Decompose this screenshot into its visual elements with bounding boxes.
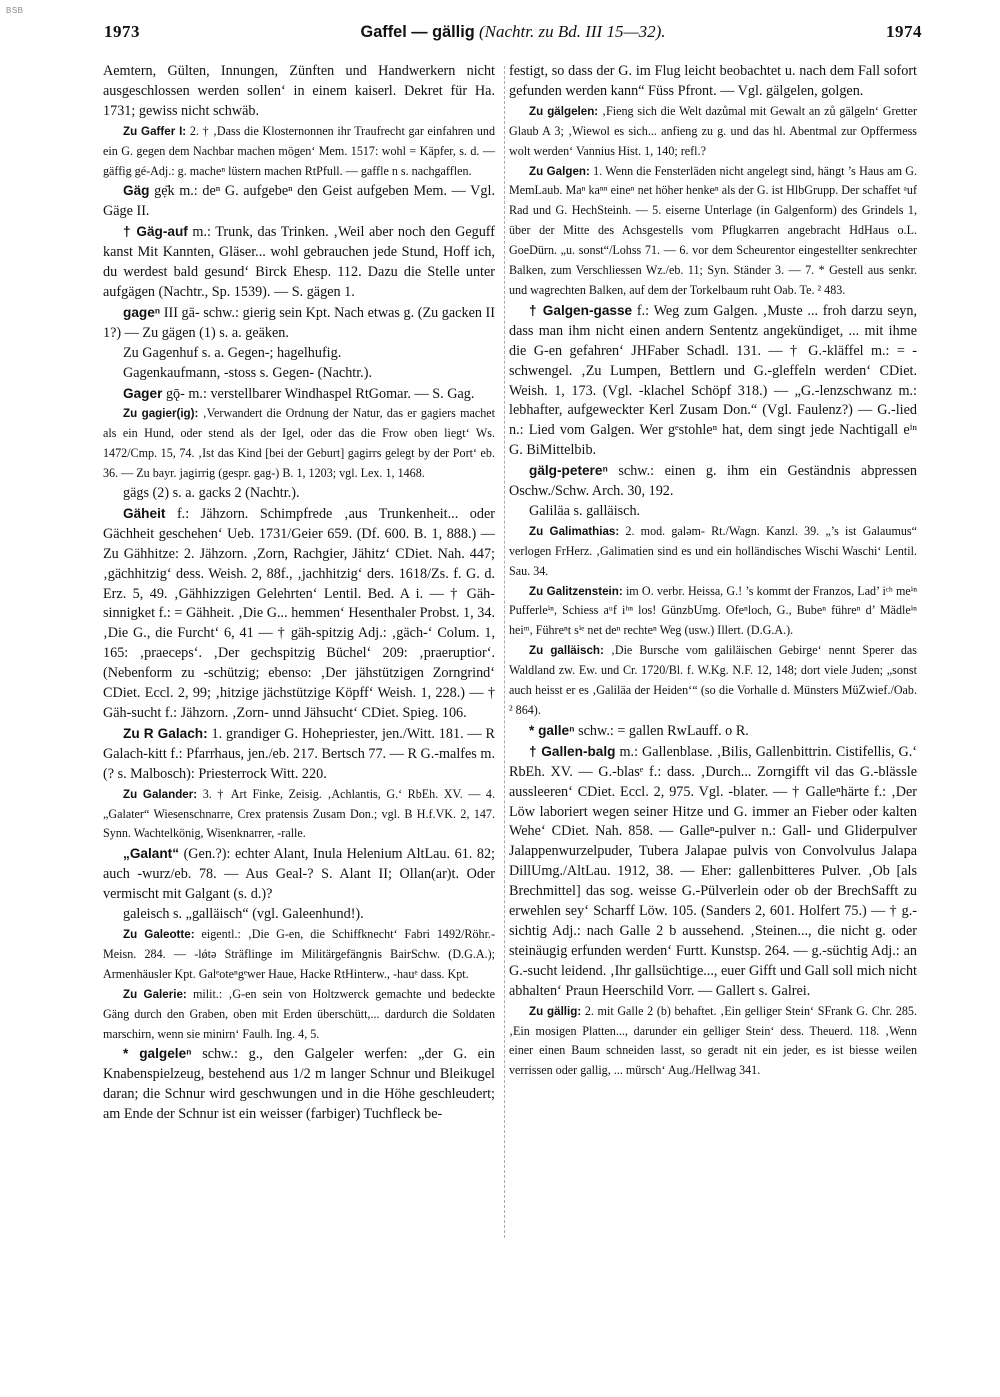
entry-text: schw.: g., den Galgeler werfen: „der G. ein Knabenspielzeug, bestehend aus 1/2 m langer Schnur und Bleikugel daran; die Schnur wird geschwungen und in die Höhe geschleudert; am Ende der Schnur ist ein weisser (farbiger) Tuchfleck be- [103, 1046, 495, 1123]
entry-text: ‚Fieng sich die Welt dazůmal mit Gewalt an zů gälgeln‘ Gretter Glaub A 3; ‚Wiewol es sich... anfieng zu g. und das hl. Abentmal zur Opffermess wolt werden‘ Vannius Hist. 1, 140; refl.? [509, 103, 918, 158]
supplement-reference: (Nachtr. zu Bd. III 15—32). [478, 22, 666, 41]
entry-headword: gageⁿ [123, 304, 161, 320]
dictionary-entry [509, 301, 917, 461]
entry-text: (Gen.?): echter Alant, Inula Helenium AltLau. 61. 82; auch -wurz/eb. 78. — Aus Geal-? S. Alant II; Ollan(ar)t. Oder vermischt mit Galgant (s. d.)? [103, 846, 495, 903]
dictionary-entry [103, 404, 495, 484]
page-number-right: 1974 [885, 22, 922, 41]
entry-text: 1. Wenn die Fensterläden nicht angelegt sind, hängt ’s Haus am G. MemLaub. Maⁿ kaⁿⁿ eineⁿ net höher henkeⁿ als der G. ist HlbGrupp. Der schaffet ᵃuf Rad und G. HechSteinh. — 5. eiserne Unterlage (in Galgenform) des Grindels 1, über der Mitte des Achsgestells vom Pflugkarren angebracht HdHaus o.L. GoeDürn. „u. sonst“/Lohss 71. — 6. vor dem Scheurentor eingestellter senkrechter Balken, zum Verschliessen Wz./eb. 11; Syn. Ständer 3. — 7. * Gestell aus senkr. und wagrechten Balken, auf dem der Torkelbaum ruht Oab. Te. ² 483. [509, 163, 917, 297]
entry-headword: Zu gagier(ig): [123, 407, 199, 421]
entry-text: im O. verbr. Heissa, G.! ’s kommt der Franzos, Lad’ iᶜʰ meⁱⁿ Pufferleⁱⁿ, Schiess aᵘf iʰⁿ los! GünzbUmg. Ofeⁿloch, G., Bubeⁿ führeⁿ d’ Mädleⁱⁿ heiᵐ, Führeⁿt sⁱᵉ net deⁿ rechteⁿ Weg (usw.) Illert. (D.G.A.). [509, 583, 918, 638]
entry-headword: Zu Galeotte: [123, 927, 195, 941]
right-column [509, 62, 917, 1081]
dictionary-entry [509, 502, 917, 522]
entry-headword: † Gäg-auf [123, 224, 188, 240]
entry-headword: Zu R Galach: [123, 725, 208, 741]
entry-text: ‚Die Bursche vom galiläischen Gebirge‘ nennt Sperer das Waldland zw. Ew. und Cr. 1720/Bl. f. W.Kg. N.F. 12, 148; dort viele Juden; „sonst auch heisst er es ‚Galiläa der Heiden‘“ (so die Vorhalle d. Münsters MüZwief./Oab. ² 864). [509, 643, 917, 717]
dictionary-entry [509, 62, 917, 102]
dictionary-entry [103, 905, 495, 925]
entry-text: gẹ̄k m.: deⁿ G. aufgebeⁿ den Geist aufgeben Mem. — Vgl. Gäge II. [103, 183, 496, 220]
running-head [361, 22, 666, 42]
headword-range: Gaffel — gällig [360, 23, 475, 41]
dictionary-entry [103, 62, 495, 122]
entry-text: Galiläa s. galläisch. [529, 502, 641, 519]
entry-text: eigentl.: ‚Die G-en, die Schiffknecht‘ Fabri 1492/Röhr.-Meisn. 284. — -lǿtə Sträflinge im Militärgefängnis BairSchw. (D.G.A.); Armenhäusler Kpt. Galᵉoteⁿgᵉwer Haue, Hacke RtHinterw., -hauᵉ dass. Kpt. [103, 926, 495, 981]
column-divider [504, 66, 505, 1238]
page-header [104, 22, 922, 50]
entry-text: schw.: einen g. ihm ein Geständnis abpressen Oschw./Schw. Arch. 30, 192. [509, 463, 918, 500]
entry-headword: Zu galläisch: [529, 644, 604, 658]
entry-headword: Zu Galerie: [123, 987, 187, 1001]
entry-headword: Zu Gaffer I: [123, 124, 187, 138]
entry-text: m.: Gallenblase. ‚Bilis, Gallenbittrin. Cistifellis, G.‘ RbEh. XV. — G.-blasᵉ f.: dass. ‚Durch... Zorngifft vil das G.-blässle ausslееren‘ CDiet. Eccl. 2, 975. Vgl. -blater. — † Galleⁿhärte f.: ‚Der Löw laboriert wegen seiner Hitze und G. immer an Fieber oder kalten Wehe‘ CDiet. Nah. 858. — Galleⁿ-pulver n.: Gall- und Gliderpulver Jalappenwurzelpuder, Tubera Jalapae pulvis von Convolvulus Jalapa DillUmg./AltLau. 1912, 38. — Eher: gallenbitteres Pulver. ‚Ob [als Brechmittel] das sog. weisse G.-Pülverlein oder ob der BrechSafft zu erwehlen sey‘ Scharff Löw. 105. (Sanders 2, 601. Holfert 75.) — † g.-sichtig Adj.: nach Galle 2 b aussehend. ‚Steinen..., die nicht g. oder steinäugig erfunden werden‘ Furtt. Kunstsp. 264. — g.-süchtig Adj.: an G.-sucht leidend. ‚Ihr gallsüchtige..., euer Gifft und Gall soll mich nicht abhalten‘ Praun Heerschild Vorr. — Gallert s. Galrei. [509, 743, 917, 999]
dictionary-entry [103, 785, 495, 845]
entry-headword: Zu Galgen: [529, 164, 590, 178]
entry-headword: „Galant“ [123, 846, 180, 862]
library-watermark: BSB [6, 6, 24, 15]
dictionary-entry [103, 504, 495, 724]
entry-headword: Gäg [123, 183, 150, 199]
entry-text: Gagenkaufmann, -stoss s. Gegen- (Nachtr.). [123, 364, 372, 381]
entry-text: Zu Gagenhuf s. a. Gegen-; hagelhufig. [123, 344, 342, 361]
dictionary-entry [509, 742, 917, 1002]
entry-headword: Zu Galander: [123, 787, 198, 801]
entry-headword: Zu Galimathias: [529, 524, 620, 538]
entry-text: 2. † ‚Dass die Klosternonnen ihr Traufrecht gar einfahren und ein G. gegen dem Nachbar machen mögen‘ Mem. 1517: wohl = Käpfer, s. d. — gäffig gé-Adj.: g. macheⁿ lüstern machen RtPfull. — gaffle n s. nachgafflen. [103, 123, 495, 178]
dictionary-entry [509, 582, 917, 642]
entry-text: 2. mit Galle 2 (b) behaftet. ‚Ein gelliger Stein‘ SFrank G. Chr. 285. ‚Ein mosigen Platten..., darunder ein gelliger Stein‘ dess. Theuerd. 118. ‚Wenn einer einen Baum schneiden lasst, so geradt nit ein jeder, es ist biesse weilen verrissen oder gallig, ... mürsch‘ Aug./Hellwag 341. [509, 1003, 917, 1078]
dictionary-entry [509, 461, 917, 502]
entry-text: gägs (2) s. a. gacks 2 (Nachtr.). [123, 485, 300, 502]
dictionary-entry [103, 985, 495, 1045]
dictionary-entry [103, 844, 495, 905]
dictionary-entry [103, 344, 495, 364]
entry-text: 1. grandiger G. Hohepriester, jen./Witt. 181. — R Galach-kitt f.: Pfarrhaus, jen./eb. 217. Bertsch 77. — R G.-malfes m. (? s. Malbosch): Priesterrock Witt. 220. [103, 725, 495, 782]
dictionary-entry [509, 641, 917, 721]
entry-text: schw.: = gallen RwLauff. o R. [578, 722, 749, 739]
entry-text: 2. mod. galəm- Rt./Wagn. Kanzl. 39. „’s ist Galaumus“ verlogen FrHerz. ‚Galimatien sind es und ein holländisches Wischi Waschi‘ Lentil. Sau. 34. [509, 523, 917, 578]
entry-headword: * galleⁿ [529, 722, 575, 738]
entry-headword: † Gallen-balg [529, 743, 616, 759]
entry-text: f.: Weg zum Galgen. ‚Muste ... froh darzu seyn, dass man ihm nicht einen andern Sententz angekündiget, ... mit ihme die G-en gefahren‘ JHFaber Schadl. 131. — † G.-kläffel m.: = -schwengel. ‚Zu Lumpen, Bettlern und G.-gleffeln werden‘ CDiet. Weish. 1, 173. (Vgl. -klachel Schöpf 318.) — „G.-lenzschwanz m.: lebhafter, aufgeweckter Kerl Zusam Don.“ (Vgl. Faulenz?) — G.-lied n.: Lied vom Galgen. Wer gᵉstohleⁿ hat, dem singt jede Nachtigall eⁱⁿ G. BiMittelbib. [509, 302, 918, 459]
entry-headword: * galgeleⁿ [123, 1046, 192, 1062]
entry-headword: Zu Galitzenstein: [529, 584, 623, 598]
dictionary-entry [103, 1044, 495, 1125]
page-number-left: 1973 [104, 22, 140, 41]
dictionary-entry [509, 162, 917, 301]
dictionary-entry [103, 484, 495, 504]
dictionary-entry [103, 364, 495, 384]
dictionary-entry [103, 303, 495, 344]
dictionary-entry [103, 384, 495, 405]
dictionary-entry [103, 925, 495, 985]
entry-text: festigt, so dass der G. im Flug leicht beobachtet u. nach dem Fall sofort gefunden werden kann“ Füss Pfront. — Vgl. gälgelen, golgen. [509, 63, 917, 99]
entry-text: 3. † Art Finke, Zeisig. ‚Achlantis, G.‘ RbEh. XV. — 4. „Galater“ Wiesenschnarre, Crex pratensis Zusam Don.; vgl. B H.f.VK. 2, 147. Synn. Wachtelkönig, Wisenknarrer, -ralle. [103, 786, 495, 841]
dictionary-entry [103, 122, 495, 182]
entry-text: ‚Verwandert die Ordnung der Natur, das er gagiers machet als ein Hund, oder stend als der Igel, oder das die Frow oben liegt‘ Ws. 1472/Cmp. 15, 74. ‚Ist das Kind [bei der Geburt] gagirrs gelegt by der Port‘ eb. 36. — Zu bayr. jagirrig (gespr. gag-) B. 1, 1203; vgl. Lex. 1, 1468. [103, 406, 495, 481]
entry-headword: Zu gälgelen: [529, 104, 599, 118]
entry-text: Aemtern, Gülten, Innungen, Zünften und Handwerkern nicht ausgeschlossen werden sollen‘ in einem kaiserl. Dekret für Ha. 1731; gewiss nicht schwäb. [103, 63, 495, 119]
entry-headword: Zu gällig: [529, 1004, 582, 1018]
entry-headword: † Galgen-gasse [529, 302, 633, 318]
dictionary-entry [509, 1002, 917, 1082]
dictionary-entry [509, 721, 917, 742]
dictionary-entry [509, 522, 917, 582]
dictionary-entry [103, 222, 495, 303]
entry-text: gǭ- m.: verstellbarer Windhaspel RtGomar. — S. Gag. [165, 385, 475, 402]
entry-text: galeisch s. „galläisch“ (vgl. Galeenhund!). [123, 906, 364, 923]
entry-text: III gā- schw.: gierig sein Kpt. Nach etwas g. (Zu gacken II 1?) — Zu gägen (1) s. a. geäken. [103, 304, 495, 341]
dictionary-entry [103, 724, 495, 785]
entry-text: milit.: ‚G-en sein von Holtzwerck gemachte und bedeckte Gäng durch den Graben, oben mit Erden überschütt,... dardurch die Soldaten marschirn, wenn sie minirn‘ Faulh. Ing. 4, 5. [103, 986, 495, 1041]
entry-headword: Gager [123, 385, 163, 401]
entry-text: m.: Trunk, das Trinken. ‚Weil aber noch den Geguff kanst Mit Kannten, Gläser... wohl gebrauchen jede Stund, Hoff ich, du werdest bald gesund‘ Birck Ehesp. 112. Dazu die Stelle unter aufgägen (Nachtr., Sp. 1539). — S. gägen 1. [103, 224, 496, 300]
entry-text: f.: Jähzorn. Schimpfrede ‚aus Trunkenheit... oder Gächheit geschehen‘ Ueb. 1731/Geier 659. (Df. 600. B. 1, 888.) — Zu Gähhitze: 2. Jähzorn. ‚Zorn, Rachgier, Jähitz‘ CDiet. Nah. 447; ‚gächhitzig‘ dess. Weish. 2, 88f., ‚jachhitzig‘ ders. 1618/Zs. f. G. d. Erz. 5, 49. ‚Gähhizzigen Gelehrten‘ Lentil. Bed. A i. — † Gäh-sinnigket f.: = Gähheit. ‚Die G... hemmen‘ Hesenthaler Probst. 1, 34. ‚Die G., die Furcht‘ 6, 41 — † gäh-spitzig Adj.: ‚gäch-‘ Colum. 1, 165: ‚praeceps‘. ‚Der gechspitzig Büchel‘ 209: ‚praeruptior‘. (Nebenform zu -schützig; ebenso: ‚Der jähstützigen Zorngrind‘ CDiet. Eccl. 2, 99; ‚hitzige jächstützige Köpff‘ Weish. 1, 228.) — † Gäh-sucht f.: Jähzorn. ‚Zorn- unnd Jähsucht‘ CDiet. Spieg. 106. [103, 505, 495, 721]
entry-headword: Gäheit [123, 505, 166, 521]
entry-headword: gälg-petereⁿ [529, 463, 608, 479]
dictionary-entry [103, 181, 495, 222]
left-column [103, 62, 495, 1125]
dictionary-entry [509, 102, 917, 162]
